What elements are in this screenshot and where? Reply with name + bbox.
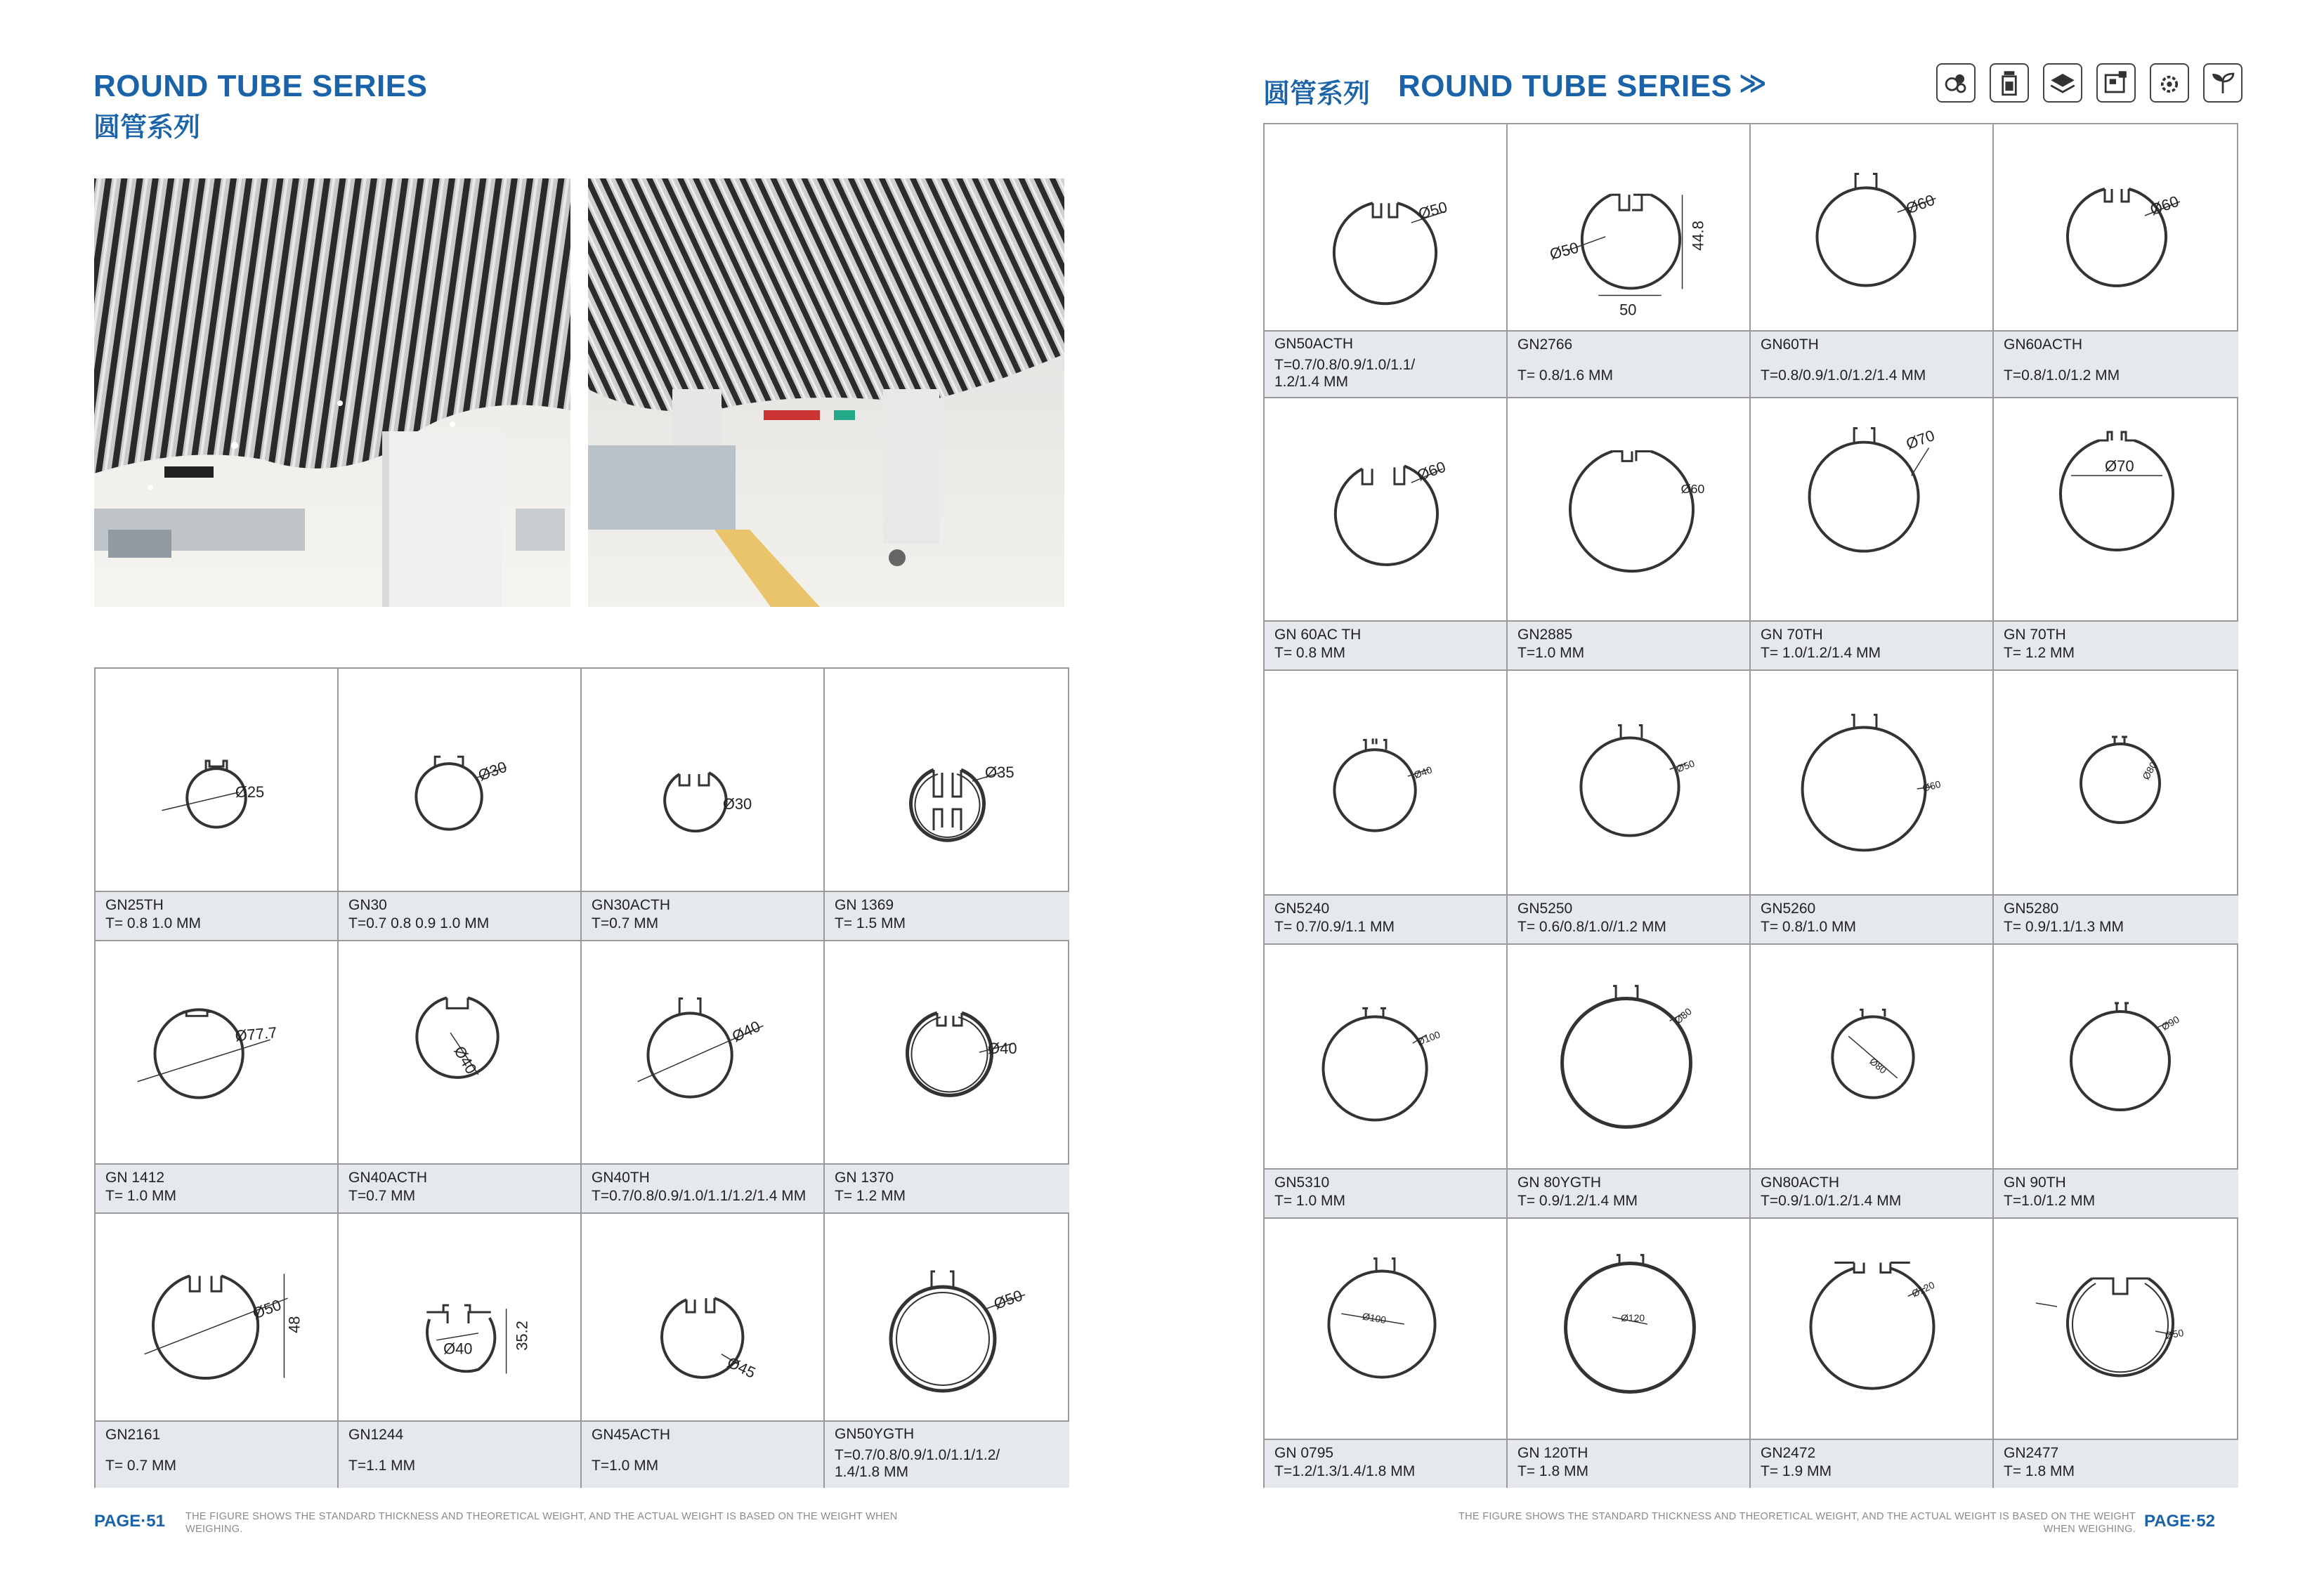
page-number-right: PAGE·52	[2144, 1512, 2215, 1531]
product-caption	[1508, 620, 1749, 669]
product-caption	[339, 891, 580, 940]
product-caption	[1508, 330, 1749, 397]
product-card	[1265, 124, 1508, 398]
width-dimension-label: 50	[1619, 301, 1637, 319]
product-name: GN 1370	[835, 1170, 894, 1186]
product-card	[1751, 398, 1994, 671]
product-thickness: T=0.7/0.8/0.9/1.0/1.1/1.2/1.4 MM	[592, 1188, 807, 1204]
product-caption	[825, 1163, 1069, 1212]
product-caption	[1994, 620, 2238, 669]
product-card	[96, 1214, 339, 1488]
height-dimension-label: 35.2	[513, 1321, 531, 1351]
product-caption	[1265, 1168, 1506, 1217]
product-caption	[339, 1420, 580, 1488]
product-card	[582, 669, 825, 941]
product-caption	[582, 1420, 823, 1488]
tube-profile-drawing	[1508, 1219, 1749, 1439]
tube-profile-drawing	[1508, 671, 1749, 896]
product-thickness: T= 0.8 1.0 MM	[105, 915, 201, 931]
dimension-label: Ø70	[1903, 426, 1938, 453]
product-thickness: T=0.7 MM	[348, 1188, 416, 1204]
product-thickness: T=1.2/1.3/1.4/1.8 MM	[1274, 1463, 1416, 1479]
product-thickness: T=1.0/1.2 MM	[2004, 1193, 2096, 1209]
product-caption	[1994, 1439, 2238, 1488]
product-caption	[1994, 894, 2238, 943]
dimension-label: Ø60	[2147, 192, 2181, 219]
page-number-left: PAGE·51	[94, 1512, 165, 1531]
product-caption	[96, 1420, 337, 1488]
product-thickness: T=0.7/0.8/0.9/1.0/1.1/ 1.2/1.4 MM	[1274, 357, 1416, 390]
product-card	[825, 1214, 1069, 1488]
tube-profile-drawing	[339, 1214, 580, 1420]
dimension-label: Ø45	[724, 1353, 759, 1382]
product-name: GN25TH	[105, 897, 164, 913]
product-thickness: T= 1.2 MM	[835, 1188, 906, 1204]
product-name: GN 70TH	[2004, 627, 2066, 643]
tube-profile-drawing	[339, 941, 580, 1165]
product-thickness: T=0.7 0.8 0.9 1.0 MM	[348, 915, 490, 931]
product-card	[1508, 124, 1751, 398]
product-card	[1751, 945, 1994, 1219]
dimension-label: Ø100	[1415, 1028, 1442, 1048]
dimension-label: Ø70	[2105, 457, 2134, 475]
tube-profile-drawing	[339, 669, 580, 892]
product-thickness: T= 0.7/0.9/1.1 MM	[1274, 919, 1395, 935]
dimension-label: Ø40	[1412, 764, 1434, 781]
product-card	[1265, 398, 1508, 671]
product-card	[1994, 945, 2238, 1219]
dimension-label: Ø35	[985, 764, 1014, 781]
plant-icon	[2203, 63, 2243, 103]
product-name: GN2477	[2004, 1445, 2059, 1461]
product-caption	[1751, 1439, 1992, 1488]
product-name: GN 60AC TH	[1274, 627, 1362, 643]
product-card	[825, 941, 1069, 1214]
product-caption	[1751, 1168, 1992, 1217]
dimension-label: Ø120	[1910, 1278, 1937, 1300]
product-thickness: T= 0.8/1.0 MM	[1761, 919, 1856, 935]
dimension-label: Ø60	[1414, 457, 1449, 485]
product-card	[1751, 1219, 1994, 1488]
right-product-grid	[1263, 123, 2238, 1488]
tube-profile-drawing	[1751, 945, 1992, 1170]
product-card	[1265, 671, 1508, 945]
product-caption	[1751, 620, 1992, 669]
product-name: GN45ACTH	[592, 1427, 671, 1443]
height-dimension-label: 44.8	[1689, 221, 1707, 251]
product-caption	[1508, 894, 1749, 943]
product-card	[1265, 945, 1508, 1219]
tube-profile-drawing	[1994, 671, 2238, 896]
product-name: GN5250	[1517, 901, 1573, 917]
tube-profile-drawing	[1265, 1219, 1506, 1439]
product-caption	[1994, 1168, 2238, 1217]
product-name: GN2766	[1517, 336, 1573, 353]
layers-icon	[2043, 63, 2082, 103]
dimension-label: Ø60	[1903, 190, 1938, 218]
dimension-label: Ø40	[443, 1340, 473, 1358]
product-card	[339, 941, 582, 1214]
product-caption	[96, 891, 337, 940]
bottle-icon	[1990, 63, 2029, 103]
product-name: GN50ACTH	[1274, 336, 1354, 352]
tube-profile-drawing	[582, 941, 823, 1165]
product-thickness: T= 1.0 MM	[105, 1188, 176, 1204]
product-caption	[339, 1163, 580, 1212]
tube-profile-drawing	[1994, 1219, 2238, 1439]
dimension-label: Ø80	[2140, 759, 2160, 782]
product-caption	[825, 1420, 1069, 1488]
dimension-label: Ø60	[1921, 778, 1943, 794]
product-thickness: T= 0.9/1.2/1.4 MM	[1517, 1193, 1638, 1209]
product-card	[1751, 124, 1994, 398]
tube-profile-drawing	[1994, 945, 2238, 1170]
dimension-label: Ø30	[722, 794, 752, 813]
product-card	[582, 1214, 825, 1488]
product-card	[1994, 1219, 2238, 1488]
product-card	[825, 669, 1069, 941]
product-thickness: T= 1.0 MM	[1274, 1193, 1345, 1209]
product-name: GN30	[348, 897, 387, 913]
dimension-label: Ø40	[450, 1042, 481, 1078]
product-caption	[582, 1163, 823, 1212]
dimension-label: Ø120	[1621, 1312, 1645, 1324]
tube-profile-drawing	[1265, 945, 1506, 1170]
gears-icon	[2150, 63, 2189, 103]
product-card	[1994, 671, 2238, 945]
tube-profile-drawing	[1508, 124, 1749, 332]
product-card	[582, 941, 825, 1214]
tube-profile-drawing	[825, 941, 1069, 1165]
product-thickness: T= 0.9/1.1/1.3 MM	[2004, 919, 2124, 935]
product-name: GN5260	[1761, 901, 1816, 917]
product-card	[339, 1214, 582, 1488]
product-name: GN 80YGTH	[1517, 1174, 1602, 1191]
left-product-grid	[94, 667, 1069, 1488]
ceiling-photo-left	[94, 178, 570, 607]
product-name: GN40ACTH	[348, 1170, 428, 1186]
dimension-label: Ø50	[991, 1286, 1025, 1314]
product-card	[1265, 1219, 1508, 1488]
tube-profile-drawing	[1994, 398, 2238, 622]
product-name: GN50YGTH	[835, 1426, 915, 1442]
tube-profile-drawing	[1265, 671, 1506, 896]
dimension-label: Ø100	[1361, 1310, 1388, 1326]
product-name: GN 1369	[835, 897, 894, 913]
tube-profile-drawing	[825, 669, 1069, 892]
left-page-title-cn: 圆管系列	[93, 112, 201, 143]
product-caption	[1751, 894, 1992, 943]
tube-profile-drawing	[1265, 124, 1506, 332]
product-name: GN 70TH	[1761, 627, 1823, 643]
product-card	[1994, 124, 2238, 398]
product-caption	[1265, 1439, 1506, 1488]
product-name: GN2161	[105, 1427, 161, 1443]
product-thickness: T= 0.8/1.6 MM	[1517, 367, 1613, 384]
tube-profile-drawing	[1751, 671, 1992, 896]
product-thickness: T=0.9/1.0/1.2/1.4 MM	[1761, 1193, 1902, 1209]
dimension-label: Ø50	[1548, 238, 1581, 263]
product-caption	[1508, 1168, 1749, 1217]
product-card	[1508, 398, 1751, 671]
product-thickness: T= 0.8 MM	[1274, 645, 1345, 661]
tube-profile-drawing	[1751, 124, 1992, 332]
product-thickness: T= 1.8 MM	[1517, 1463, 1588, 1479]
product-thickness: T=1.1 MM	[348, 1458, 416, 1474]
product-caption	[1265, 330, 1506, 397]
tube-profile-drawing	[1751, 1219, 1992, 1439]
product-name: GN30ACTH	[592, 897, 671, 913]
product-name: GN1244	[348, 1427, 404, 1443]
product-name: GN80ACTH	[1761, 1174, 1840, 1191]
dimension-label: Ø77.7	[234, 1023, 278, 1045]
tube-profile-drawing	[825, 1214, 1069, 1420]
product-name: GN 120TH	[1517, 1445, 1588, 1461]
product-card	[1508, 671, 1751, 945]
product-thickness: T= 0.7 MM	[105, 1458, 176, 1474]
product-card	[1508, 1219, 1751, 1488]
molecule-icon	[1936, 63, 1976, 103]
left-page-title-en: ROUND TUBE SERIES	[93, 69, 428, 103]
dimension-label: Ø80	[1672, 1005, 1694, 1026]
dimension-label: Ø25	[235, 783, 265, 801]
tube-profile-drawing	[1508, 398, 1749, 622]
product-thickness: T= 1.9 MM	[1761, 1463, 1832, 1479]
tube-profile-drawing	[96, 941, 337, 1165]
product-card	[1994, 398, 2238, 671]
tube-profile-drawing	[96, 1214, 337, 1420]
product-name: GN 0795	[1274, 1445, 1334, 1461]
product-thickness: T=0.8/0.9/1.0/1.2/1.4 MM	[1761, 367, 1926, 384]
product-name: GN5280	[2004, 901, 2059, 917]
product-name: GN2472	[1761, 1445, 1816, 1461]
dimension-label: Ø50	[1674, 757, 1697, 775]
product-caption	[1265, 620, 1506, 669]
tube-profile-drawing	[1508, 945, 1749, 1170]
product-caption	[1751, 330, 1992, 397]
dimension-label: Ø30	[476, 757, 509, 785]
product-thickness: T=1.0 MM	[1517, 645, 1585, 661]
product-thickness: T= 1.2 MM	[2004, 645, 2075, 661]
dimension-label: Ø50	[250, 1295, 284, 1323]
dimension-label: Ø40	[988, 1040, 1017, 1057]
chevron-double-right-icon: ≫	[1739, 69, 1767, 98]
product-thickness: T=1.0 MM	[592, 1458, 659, 1474]
right-page-title-en: ROUND TUBE SERIES	[1398, 69, 1732, 103]
product-card	[96, 669, 339, 941]
tube-profile-drawing	[1994, 124, 2238, 332]
product-name: GN 90TH	[2004, 1174, 2066, 1191]
product-name: GN2885	[1517, 627, 1573, 643]
tube-profile-drawing	[582, 1214, 823, 1420]
tube-profile-drawing	[582, 669, 823, 892]
height-dimension-label: 48	[285, 1316, 303, 1333]
footer-note-left: THE FIGURE SHOWS THE STANDARD THICKNESS AND THEORETICAL WEIGHT, AND THE ACTUAL WEIGHT IS BASED ON THE WEIGHT WHEN WEIGHING.	[185, 1511, 898, 1535]
product-thickness: T=0.7/0.8/0.9/1.0/1.1/1.2/ 1.4/1.8 MM	[835, 1447, 1000, 1480]
product-caption	[96, 1163, 337, 1212]
dimension-label: Ø60	[1680, 482, 1705, 497]
product-name: GN40TH	[592, 1170, 650, 1186]
product-thickness: T= 0.6/0.8/1.0//1.2 MM	[1517, 919, 1666, 935]
product-name: GN5240	[1274, 901, 1330, 917]
product-caption	[1994, 330, 2238, 397]
product-card	[96, 941, 339, 1214]
product-name: GN5310	[1274, 1174, 1330, 1191]
footer-note-right: THE FIGURE SHOWS THE STANDARD THICKNESS AND THEORETICAL WEIGHT, AND THE ACTUAL WEIGHT IS BASED ON THE WEIGHT WHEN WEIGHING.	[1458, 1511, 2136, 1535]
product-thickness: T= 1.0/1.2/1.4 MM	[1761, 645, 1881, 661]
product-thickness: T=0.7 MM	[592, 915, 659, 931]
product-name: GN60ACTH	[2004, 336, 2083, 353]
product-thickness: T= 1.8 MM	[2004, 1463, 2075, 1479]
dimension-label: Ø80	[1867, 1055, 1889, 1076]
product-card	[1508, 945, 1751, 1219]
dimension-label: Ø50	[2164, 1326, 2185, 1342]
product-thickness: T=0.8/1.0/1.2 MM	[2004, 367, 2120, 384]
dimension-label: Ø90	[2159, 1013, 2181, 1033]
ceiling-photo-right	[588, 178, 1064, 607]
machine-icon	[2096, 63, 2136, 103]
tube-profile-drawing	[1751, 398, 1992, 622]
product-caption	[1508, 1439, 1749, 1488]
product-card	[1751, 671, 1994, 945]
tube-profile-drawing	[1265, 398, 1506, 622]
product-caption	[825, 891, 1069, 940]
dimension-label: Ø50	[1416, 197, 1449, 223]
product-caption	[582, 891, 823, 940]
product-card	[339, 669, 582, 941]
right-page-title-cn: 圆管系列	[1263, 78, 1371, 109]
product-thickness: T= 1.5 MM	[835, 915, 906, 931]
dimension-label: Ø40	[729, 1017, 764, 1046]
product-name: GN 1412	[105, 1170, 165, 1186]
product-caption	[1265, 894, 1506, 943]
product-name: GN60TH	[1761, 336, 1819, 353]
tube-profile-drawing	[96, 669, 337, 892]
